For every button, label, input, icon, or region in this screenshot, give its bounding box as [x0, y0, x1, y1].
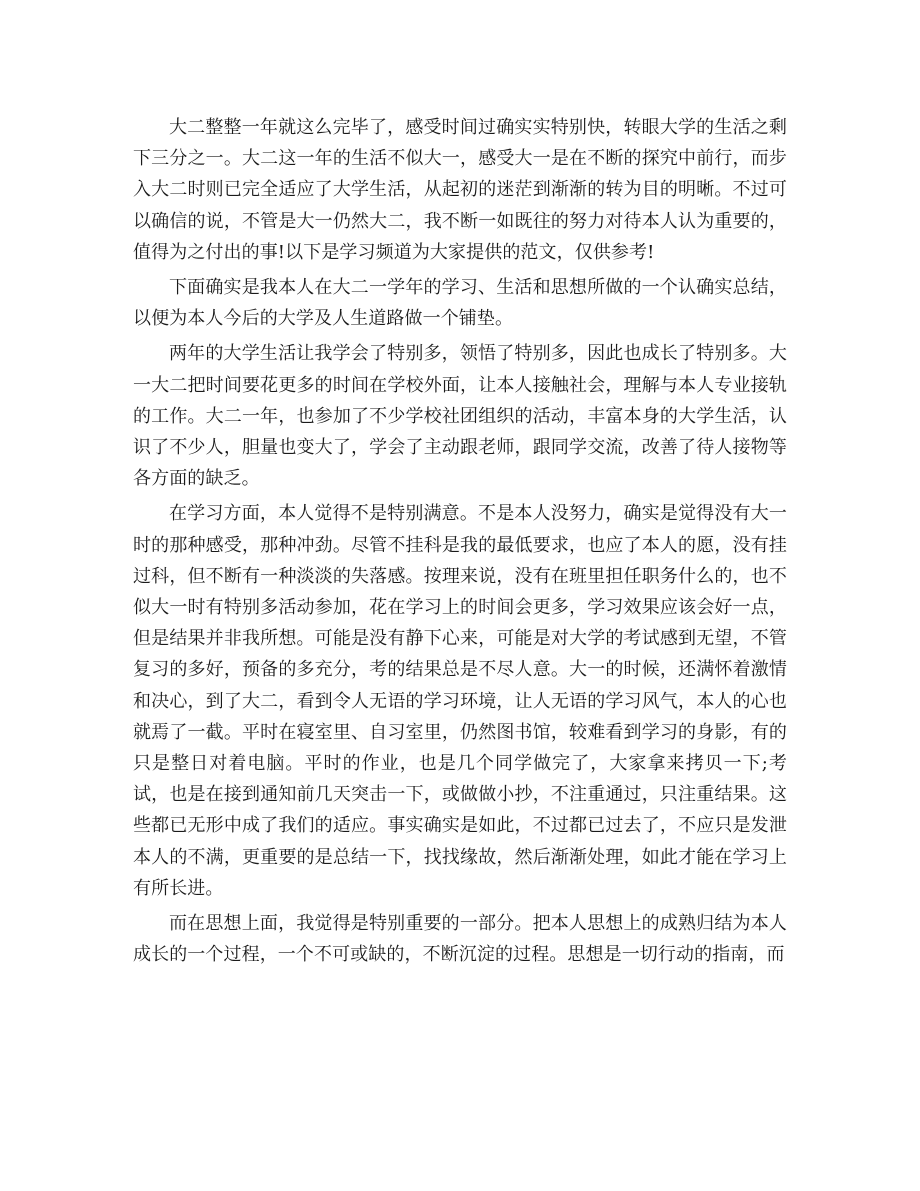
document-body [133, 112, 787, 974]
paragraph-thought: 而在思想上面，我觉得是特别重要的一部分。把本人思想上的成熟归结为本人成长的一个过程，一个不可或缺的，不断沉淀的过程。思想是一切行动的指南，而 [133, 913, 787, 966]
paragraph-college-life: 两年的大学生活让我学会了特别多，领悟了特别多，因此也成长了特别多。大一大二把时间要花更多的时间在学校外面，让本人接触社会，理解与本人专业接轨的工作。大二一年，也参加了不少学校社团组织的活动，丰富本身的大学生活，认识了不少人，胆量也变大了，学会了主动跟老师，跟同学交流，改善了待人接物等各方面的缺乏。 [133, 343, 787, 490]
paragraph-study: 在学习方面，本人觉得不是特别满意。不是本人没努力，确实是觉得没有大一时的那种感受，那种冲劲。尽管不挂科是我的最低要求，也应了本人的愿，没有挂过科，但不断有一种淡淡的失落感。按理来说，没有在班里担任职务什么的，也不似大一时有特别多活动参加，花在学习上的时间会更多，学习效果应该会好一点，但是结果并非我所想。可能是没有静下心来，可能是对大学的考试感到无望，不管复习的多好，预备的多充分，考的结果总是不尽人意。大一的时候，还满怀着激情和决心，到了大二，看到令人无语的学习环境，让人无语的学习风气，本人的心也就焉了一截。平时在寝室里、自习室里，仍然图书馆，较难看到学习的身影，有的只是整日对着电脑。平时的作业，也是几个同学做完了，大家拿来拷贝一下;考试，也是在接到通知前几天突击一下，或做做小抄，不注重通过，只注重结果。这些都已无形中成了我们的适应。事实确实是如此，不过都已过去了，不应只是发泄本人的不满，更重要的是总结一下，找找缘故，然后渐渐处理，如此才能在学习上有所长进。 [133, 503, 787, 899]
paragraph-intro: 大二整整一年就这么完毕了，感受时间过确实实特别快，转眼大学的生活之剩下三分之一。大二这一年的生活不似大一，感受大一是在不断的探究中前行，而步入大二时则已完全适应了大学生活，从起初的迷茫到渐渐的转为目的明晰。不过可以确信的说，不管是大一仍然大二，我不断一如既往的努力对待本人认为重要的，值得为之付出的事!以下是学习频道为大家提供的范文，仅供参考! [133, 117, 787, 263]
paragraph-summary-purpose: 下面确实是我本人在大二一学年的学习、生活和思想所做的一个认确实总结，以便为本人今后的大学及人生道路做一个铺垫。 [133, 277, 787, 330]
